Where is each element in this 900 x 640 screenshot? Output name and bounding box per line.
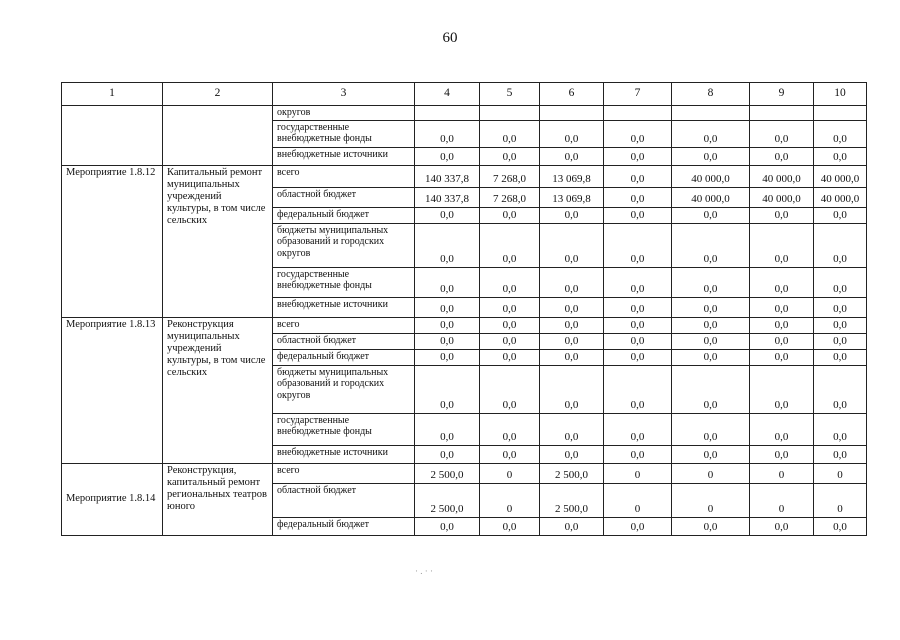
value-cell: 0,0 xyxy=(415,317,480,333)
value-cell: 0,0 xyxy=(480,267,540,297)
value-cell: 2 500,0 xyxy=(540,483,604,517)
activity-name-cell xyxy=(163,106,273,166)
value-cell: 0,0 xyxy=(750,349,814,365)
value-cell: 0,0 xyxy=(672,413,750,445)
value-cell: 0,0 xyxy=(604,317,672,333)
value-cell: 0,0 xyxy=(750,223,814,267)
budget-table xyxy=(61,82,867,536)
column-number: 4 xyxy=(415,83,480,106)
value-cell: 0,0 xyxy=(604,207,672,223)
value-cell: 0,0 xyxy=(540,223,604,267)
value-cell: 40 000,0 xyxy=(750,165,814,187)
value-cell: 0,0 xyxy=(415,267,480,297)
value-cell: 0 xyxy=(672,463,750,483)
value-cell: 0,0 xyxy=(814,333,867,349)
value-cell: 0,0 xyxy=(814,267,867,297)
value-cell: 0,0 xyxy=(750,317,814,333)
value-cell: 0,0 xyxy=(750,267,814,297)
value-cell: 0,0 xyxy=(750,120,814,147)
funding-source-cell: государственные внебюджетные фонды xyxy=(273,267,415,297)
value-cell: 0,0 xyxy=(750,413,814,445)
value-cell: 0,0 xyxy=(540,517,604,535)
funding-source-cell: областной бюджет xyxy=(273,483,415,517)
value-cell: 0 xyxy=(480,483,540,517)
column-number: 10 xyxy=(814,83,867,106)
value-cell: 0,0 xyxy=(480,317,540,333)
value-cell: 0,0 xyxy=(750,445,814,463)
value-cell: 0,0 xyxy=(604,267,672,297)
value-cell xyxy=(415,106,480,121)
value-cell: 0,0 xyxy=(540,207,604,223)
value-cell xyxy=(604,106,672,121)
header-row xyxy=(62,83,867,106)
value-cell xyxy=(750,106,814,121)
value-cell: 0 xyxy=(672,483,750,517)
funding-source-cell: федеральный бюджет xyxy=(273,349,415,365)
funding-source-cell: бюджеты муниципальных образований и городских округов xyxy=(273,365,415,413)
value-cell: 0,0 xyxy=(750,333,814,349)
funding-source-cell: федеральный бюджет xyxy=(273,517,415,535)
value-cell: 0,0 xyxy=(540,349,604,365)
value-cell: 0,0 xyxy=(415,445,480,463)
funding-source-cell: всего xyxy=(273,317,415,333)
value-cell: 0,0 xyxy=(604,517,672,535)
value-cell: 0,0 xyxy=(540,413,604,445)
table-row xyxy=(62,165,867,187)
value-cell: 0,0 xyxy=(604,333,672,349)
value-cell: 0,0 xyxy=(480,297,540,317)
value-cell: 0,0 xyxy=(672,365,750,413)
page-number: 60 xyxy=(442,30,458,46)
value-cell: 0,0 xyxy=(814,120,867,147)
column-number: 3 xyxy=(273,83,415,106)
column-number: 8 xyxy=(672,83,750,106)
activity-cell: Мероприятие 1.8.12 xyxy=(62,165,163,317)
value-cell: 0,0 xyxy=(480,349,540,365)
value-cell: 0,0 xyxy=(480,413,540,445)
value-cell: 0,0 xyxy=(814,207,867,223)
funding-source-cell: всего xyxy=(273,463,415,483)
value-cell: 0,0 xyxy=(415,349,480,365)
activity-name-cell: Реконструкция, капитальный ремонт региональных театров юного xyxy=(163,463,273,535)
value-cell: 0,0 xyxy=(672,297,750,317)
value-cell: 40 000,0 xyxy=(672,187,750,207)
value-cell: 0,0 xyxy=(814,365,867,413)
column-number: 5 xyxy=(480,83,540,106)
value-cell: 0,0 xyxy=(604,147,672,165)
value-cell: 0,0 xyxy=(415,207,480,223)
value-cell: 0,0 xyxy=(672,445,750,463)
value-cell: 0,0 xyxy=(750,365,814,413)
value-cell: 0,0 xyxy=(415,365,480,413)
funding-source-cell: внебюджетные источники xyxy=(273,445,415,463)
value-cell: 13 069,8 xyxy=(540,165,604,187)
value-cell: 0,0 xyxy=(480,365,540,413)
funding-source-cell: внебюджетные источники xyxy=(273,147,415,165)
value-cell: 0,0 xyxy=(750,517,814,535)
value-cell: 0,0 xyxy=(540,120,604,147)
value-cell: 0,0 xyxy=(750,297,814,317)
value-cell: 7 268,0 xyxy=(480,187,540,207)
value-cell: 2 500,0 xyxy=(415,483,480,517)
value-cell: 0,0 xyxy=(415,413,480,445)
activity-cell: Мероприятие 1.8.14 xyxy=(62,463,163,535)
value-cell: 0,0 xyxy=(480,223,540,267)
value-cell: 0,0 xyxy=(415,333,480,349)
value-cell: 0,0 xyxy=(750,147,814,165)
value-cell: 0,0 xyxy=(480,445,540,463)
column-number: 6 xyxy=(540,83,604,106)
funding-source-cell: бюджеты муниципальных образований и городских округов xyxy=(273,223,415,267)
value-cell: 2 500,0 xyxy=(540,463,604,483)
column-number: 9 xyxy=(750,83,814,106)
value-cell: 0,0 xyxy=(814,317,867,333)
value-cell: 140 337,8 xyxy=(415,187,480,207)
value-cell: 0,0 xyxy=(480,120,540,147)
value-cell: 0,0 xyxy=(750,207,814,223)
value-cell: 7 268,0 xyxy=(480,165,540,187)
value-cell xyxy=(672,106,750,121)
value-cell: 140 337,8 xyxy=(415,165,480,187)
value-cell: 40 000,0 xyxy=(750,187,814,207)
activity-name-cell: Капитальный ремонт муниципальных учреждений культуры, в том числе сельских xyxy=(163,165,273,317)
table-row xyxy=(62,463,867,483)
value-cell: 0,0 xyxy=(672,207,750,223)
value-cell: 40 000,0 xyxy=(672,165,750,187)
value-cell xyxy=(540,106,604,121)
value-cell: 0,0 xyxy=(604,413,672,445)
value-cell: 0,0 xyxy=(814,223,867,267)
funding-source-cell: государственные внебюджетные фонды xyxy=(273,413,415,445)
value-cell: 0 xyxy=(604,463,672,483)
value-cell: 0 xyxy=(814,483,867,517)
value-cell: 0,0 xyxy=(604,120,672,147)
value-cell: 0,0 xyxy=(480,147,540,165)
value-cell: 2 500,0 xyxy=(415,463,480,483)
activity-name-cell: Реконструкция муниципальных учреждений культуры, в том числе сельских xyxy=(163,317,273,463)
value-cell: 0,0 xyxy=(415,297,480,317)
table-row xyxy=(62,317,867,333)
value-cell: 0,0 xyxy=(540,297,604,317)
value-cell: 0,0 xyxy=(814,349,867,365)
value-cell xyxy=(814,106,867,121)
value-cell: 0,0 xyxy=(540,267,604,297)
value-cell: 13 069,8 xyxy=(540,187,604,207)
value-cell: 0,0 xyxy=(672,517,750,535)
funding-source-cell: всего xyxy=(273,165,415,187)
value-cell: 0,0 xyxy=(604,365,672,413)
value-cell: 0,0 xyxy=(672,267,750,297)
activity-cell xyxy=(62,106,163,166)
value-cell: 0,0 xyxy=(672,349,750,365)
value-cell: 0,0 xyxy=(540,317,604,333)
value-cell: 0,0 xyxy=(480,517,540,535)
value-cell: 0,0 xyxy=(672,147,750,165)
value-cell: 0,0 xyxy=(814,413,867,445)
value-cell: 0,0 xyxy=(415,223,480,267)
column-number: 1 xyxy=(62,83,163,106)
funding-source-cell: округов xyxy=(273,106,415,121)
column-number: 7 xyxy=(604,83,672,106)
value-cell: 0,0 xyxy=(814,147,867,165)
value-cell: 0 xyxy=(750,483,814,517)
value-cell: 0,0 xyxy=(672,120,750,147)
value-cell: 0,0 xyxy=(540,333,604,349)
value-cell: 0,0 xyxy=(415,517,480,535)
scan-artifact: · . · · xyxy=(415,566,433,576)
value-cell: 0,0 xyxy=(415,147,480,165)
value-cell: 0,0 xyxy=(540,445,604,463)
value-cell: 0,0 xyxy=(672,223,750,267)
funding-source-cell: областной бюджет xyxy=(273,333,415,349)
value-cell: 0,0 xyxy=(814,297,867,317)
value-cell xyxy=(480,106,540,121)
value-cell: 0,0 xyxy=(814,445,867,463)
value-cell: 0,0 xyxy=(480,207,540,223)
value-cell: 0,0 xyxy=(540,365,604,413)
funding-source-cell: государственные внебюджетные фонды xyxy=(273,120,415,147)
value-cell: 0 xyxy=(480,463,540,483)
funding-source-cell: федеральный бюджет xyxy=(273,207,415,223)
value-cell: 40 000,0 xyxy=(814,187,867,207)
value-cell: 0,0 xyxy=(604,187,672,207)
value-cell: 0,0 xyxy=(604,445,672,463)
column-number: 2 xyxy=(163,83,273,106)
value-cell: 0,0 xyxy=(604,349,672,365)
funding-source-cell: внебюджетные источники xyxy=(273,297,415,317)
value-cell: 0,0 xyxy=(415,120,480,147)
value-cell: 40 000,0 xyxy=(814,165,867,187)
value-cell: 0,0 xyxy=(604,297,672,317)
value-cell: 0,0 xyxy=(540,147,604,165)
value-cell: 0 xyxy=(604,483,672,517)
value-cell: 0,0 xyxy=(814,517,867,535)
funding-source-cell: областной бюджет xyxy=(273,187,415,207)
value-cell: 0,0 xyxy=(480,333,540,349)
value-cell: 0 xyxy=(750,463,814,483)
value-cell: 0,0 xyxy=(672,317,750,333)
value-cell: 0,0 xyxy=(604,165,672,187)
activity-cell: Мероприятие 1.8.13 xyxy=(62,317,163,463)
value-cell: 0 xyxy=(814,463,867,483)
value-cell: 0,0 xyxy=(604,223,672,267)
value-cell: 0,0 xyxy=(672,333,750,349)
table-row xyxy=(62,106,867,121)
